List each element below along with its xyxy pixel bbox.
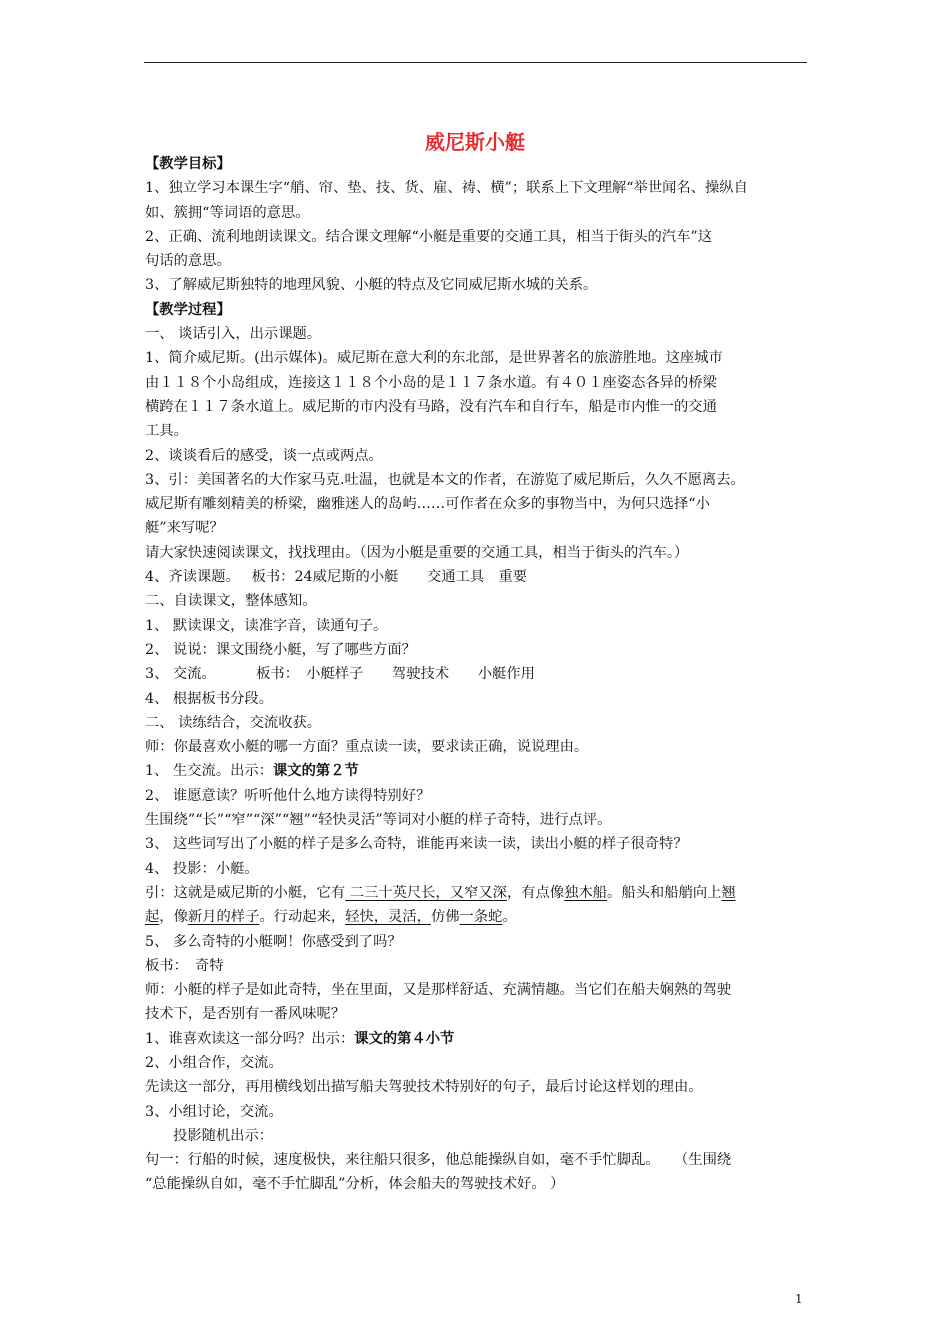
paragraph-line: 如、簇拥“等词语的意思。 — [145, 204, 310, 221]
paragraph-line: 2、小组合作，交流。 — [145, 1054, 283, 1071]
paragraph-line: 工具。 — [145, 423, 188, 440]
line-text: 仿佛 — [430, 909, 460, 926]
paragraph-line: 1、独立学习本课生字“艄、帘、垫、技、货、雇、祷、横”；联系上下文理解“举世闻名、操纵自 — [145, 180, 748, 197]
line-text: 。 — [502, 909, 517, 926]
paragraph-line: 5、 多么奇特的小艇啊！你感受到了吗？ — [145, 933, 402, 950]
paragraph-line: 3、小组讨论，交流。 — [145, 1103, 283, 1120]
paragraph-line: 投影随机出示： — [173, 1127, 274, 1144]
paragraph-line: “总能操纵自如，毫不手忙脚乱”分析，体会船夫的驾驶技术好。 ） — [145, 1176, 565, 1193]
paragraph-line: 4、 投影：小艇。 — [145, 860, 259, 877]
document-title: 威尼斯小艇 — [425, 130, 525, 154]
paragraph-line: 2、正确、流利地朗读课文。结合课文理解“小艇是重要的交通工具，相当于街头的汽车”这 — [145, 228, 712, 245]
line-text: 1、谁喜欢读这一部分吗？出示： — [145, 1030, 355, 1047]
underlined-text: 轻快，灵活， — [345, 909, 431, 926]
paragraph-line — [145, 905, 815, 929]
paragraph-line: 生围绕”“长”“窄”“深”“翘”“轻快灵活”等词对小艇的样子奇特，进行点评。 — [145, 812, 612, 829]
section-heading-goals: 【教学目标】 — [145, 156, 231, 172]
paragraph-line: 3、引：美国著名的大作家马克.吐温，也就是本文的作者，在游览了威尼斯后，久久不愿离去。 — [145, 471, 745, 488]
paragraph-line: 4、齐读课题。 板书：24威尼斯的小艇 交通工具 重要 — [145, 569, 528, 586]
line-text: ，有点像 — [506, 884, 565, 901]
underlined-text: 独木船 — [564, 884, 608, 901]
paragraph-line — [145, 759, 815, 783]
paragraph-line: 2、 谁愿意读？听听他什么地方读得特别好？ — [145, 787, 431, 804]
emphasis-text: 课文的第４小节 — [354, 1030, 455, 1047]
document-body — [145, 152, 815, 1197]
line-text: 。船头和船艄向上 — [607, 884, 722, 901]
paragraph-line: 一、 谈话引入，出示课题。 — [145, 326, 322, 343]
paragraph-line: 1、简介威尼斯。(出示媒体)。威尼斯在意大利的东北部，是世界著名的旅游胜地。这座城市 — [145, 350, 723, 367]
paragraph-line: 威尼斯有雕刻精美的桥梁，幽雅迷人的岛屿……可作者在众多的事物当中，为何只选择“小 — [145, 496, 710, 513]
paragraph-line: 请大家快速阅读课文，找找理由。（因为小艇是重要的交通工具，相当于街头的汽车。） — [145, 544, 689, 561]
paragraph-line: 二、 读练结合，交流收获。 — [145, 714, 322, 731]
paragraph-line: 师：你最喜欢小艇的哪一方面？重点读一读，要求读正确，说说理由。 — [145, 739, 589, 756]
paragraph-line: 板书： 奇特 — [145, 957, 224, 974]
paragraph-line: 师：小艇的样子是如此奇特，坐在里面，又是那样舒适、充满情趣。当它们在船夫娴熟的驾驶 — [145, 982, 732, 999]
underlined-text: 二三十英尺长，又窄又深 — [345, 884, 507, 901]
line-text: 引：这就是威尼斯的小艇，它有 — [145, 884, 346, 901]
paragraph-line — [145, 881, 815, 905]
paragraph-line: 技术下，是否别有一番风味呢？ — [145, 1006, 346, 1023]
paragraph-line: 2、 说说：课文围绕小艇，写了哪些方面？ — [145, 641, 416, 658]
paragraph-line: 3、 这些词写出了小艇的样子是多么奇特，谁能再来读一读，读出小艇的样子很奇特？ — [145, 836, 688, 853]
paragraph-line — [145, 1027, 815, 1051]
paragraph-line: 句一：行船的时候，速度极快，来往船只很多，他总能操纵自如，毫不手忙脚乱。 （生围绕 — [145, 1152, 732, 1169]
paragraph-line: 3、了解威尼斯独特的地理风貌、小艇的特点及它同威尼斯水城的关系。 — [145, 277, 598, 294]
paragraph-line: 艇”来写呢？ — [145, 520, 224, 537]
line-text: ，像 — [159, 909, 188, 926]
paragraph-line: 2、谈谈看后的感受，谈一点或两点。 — [145, 447, 383, 464]
paragraph-line: 二、自读课文，整体感知。 — [145, 593, 317, 610]
underlined-text: 翘 — [721, 884, 736, 901]
paragraph-line: 由１１８个小岛组成，连接这１１８个小岛的是１１７条水道。有４０１座姿态各异的桥梁 — [145, 374, 717, 391]
line-text: 。行动起来， — [259, 909, 346, 926]
section-heading-process: 【教学过程】 — [145, 301, 231, 318]
header-rule — [144, 62, 807, 63]
paragraph-line: 1、 默读课文，读准字音，读通句子。 — [145, 617, 388, 634]
paragraph-line: 先读这一部分，再用横线划出描写船夫驾驶技术特别好的句子，最后讨论这样划的理由。 — [145, 1079, 703, 1096]
underlined-text: 一条蛇 — [459, 909, 503, 926]
paragraph-line: 3、 交流。 板书： 小艇样子 驾驶技术 小艇作用 — [145, 666, 535, 683]
line-text: 1、 生交流。出示： — [145, 763, 274, 780]
underlined-text: 新月的样子 — [187, 909, 260, 926]
paragraph-line: 横跨在１１７条水道上。威尼斯的市内没有马路，没有汽车和自行车，船是市内惟一的交通 — [145, 398, 717, 415]
emphasis-text: 课文的第２节 — [273, 763, 359, 780]
underlined-text: 起 — [145, 909, 160, 926]
page-number: 1 — [795, 1292, 803, 1306]
paragraph-line: 4、 根据板书分段。 — [145, 690, 274, 707]
paragraph-line: 句话的意思。 — [145, 253, 231, 270]
